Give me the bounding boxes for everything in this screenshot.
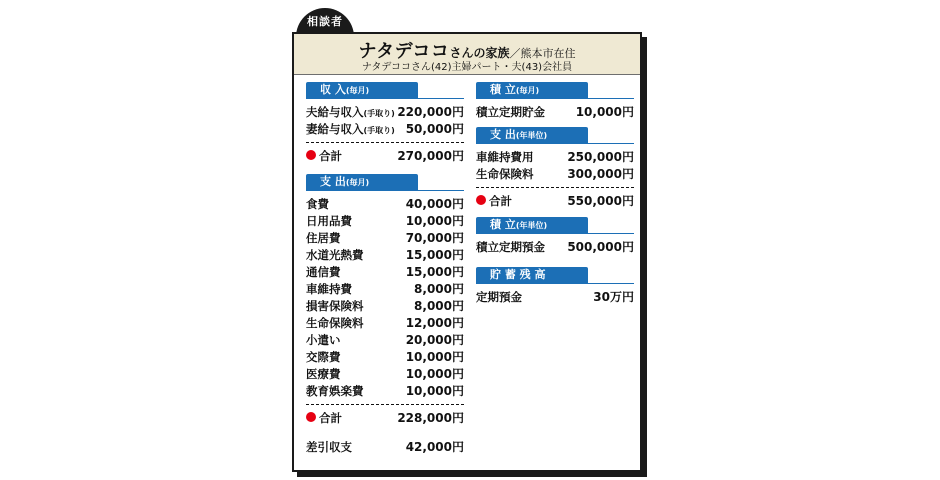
income-total-row: 合計 270,000円 bbox=[306, 147, 464, 164]
monthly-savings-heading: 積 立(毎月) bbox=[476, 82, 588, 98]
expense-row: 食費 40,000円 bbox=[306, 197, 464, 211]
savings-row: 積立定期貯金 10,000円 bbox=[476, 105, 634, 119]
expense-row: 損害保険料 8,000円 bbox=[306, 299, 464, 313]
consultant-tab: 相談者 bbox=[296, 8, 354, 38]
income-section bbox=[306, 82, 464, 164]
expense-row: 車維持費用 250,000円 bbox=[476, 150, 634, 164]
monthly-expense-heading: 支 出(毎月) bbox=[306, 174, 418, 190]
net-balance-row: 差引収支 42,000円 bbox=[306, 440, 464, 454]
income-heading: 収 入(毎月) bbox=[306, 82, 418, 98]
income-row: 妻給与収入(手取り) 50,000円 bbox=[306, 122, 464, 136]
expense-total-row: 合計 228,000円 bbox=[306, 409, 464, 426]
income-row: 夫給与収入(手取り) 220,000円 bbox=[306, 105, 464, 119]
expense-row: 小遣い 20,000円 bbox=[306, 333, 464, 347]
expense-row: 交際費 10,000円 bbox=[306, 350, 464, 364]
expense-row: 生命保険料 300,000円 bbox=[476, 167, 634, 181]
yearly-expense-total-row: 合計 550,000円 bbox=[476, 192, 634, 209]
savings-balance-row: 定期預金 30万円 bbox=[476, 290, 634, 304]
divider bbox=[476, 187, 634, 188]
yearly-savings-section bbox=[476, 217, 634, 255]
card-header bbox=[294, 34, 640, 75]
monthly-expense-section bbox=[306, 174, 464, 455]
yearly-savings-heading: 積 立(年単位) bbox=[476, 217, 588, 233]
expense-row: 医療費 10,000円 bbox=[306, 367, 464, 381]
expense-row: 生命保険料 12,000円 bbox=[306, 316, 464, 330]
family-location: ／熊本市在住 bbox=[509, 47, 576, 60]
expense-row: 教育娯楽費 10,000円 bbox=[306, 384, 464, 398]
savings-row: 積立定期預金 500,000円 bbox=[476, 240, 634, 254]
monthly-savings-section bbox=[476, 82, 634, 120]
divider bbox=[306, 404, 464, 405]
savings-balance-heading: 貯 蓄 残 高 bbox=[476, 267, 588, 283]
family-members: ナタデココさん(42)主婦パート・夫(43)会社員 bbox=[361, 62, 573, 73]
family-suffix: さんの家族 bbox=[449, 46, 510, 60]
savings-balance-section bbox=[476, 267, 634, 305]
budget-card bbox=[292, 32, 642, 472]
expense-row: 住居費 70,000円 bbox=[306, 231, 464, 245]
yearly-expense-heading: 支 出(年単位) bbox=[476, 127, 588, 143]
expense-row: 車維持費 8,000円 bbox=[306, 282, 464, 296]
yearly-expense-section bbox=[476, 127, 634, 209]
divider bbox=[306, 142, 464, 143]
expense-row: 通信費 15,000円 bbox=[306, 265, 464, 279]
family-name: ナタデココ bbox=[358, 41, 450, 62]
expense-row: 水道光熱費 15,000円 bbox=[306, 248, 464, 262]
expense-row: 日用品費 10,000円 bbox=[306, 214, 464, 228]
